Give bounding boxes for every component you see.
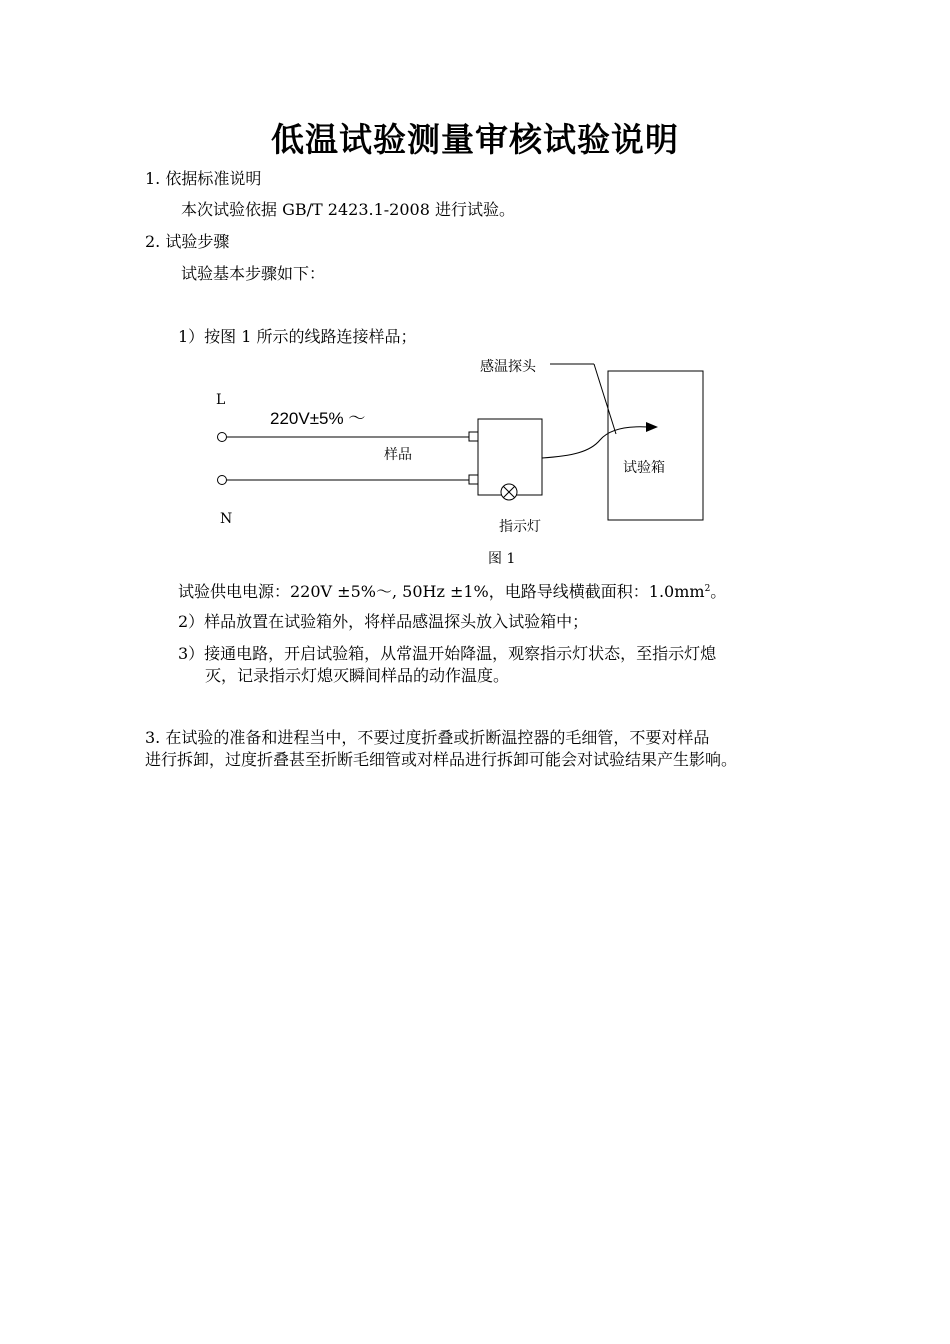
section3-line2: 进行拆卸，过度折叠甚至折断毛细管或对样品进行拆卸可能会对试验结果产生影响。 [145, 750, 738, 769]
step3-text-line1: 3）接通电路，开启试验箱，从常温开始降温，观察指示灯状态，至指示灯熄 [178, 644, 717, 663]
section2-intro: 试验基本步骤如下： [181, 264, 326, 283]
sample-connector-top [469, 432, 478, 441]
probe-leader-diagonal [594, 364, 616, 434]
power-spec [178, 578, 726, 603]
power-spec-text: 试验供电电源：220V ±5%～, 50Hz ±1%，电路导线横截面积：1.0mm [178, 582, 705, 601]
section1-heading: 1. 依据标准说明 [145, 169, 262, 188]
label-l: L [216, 392, 226, 408]
power-spec-end: 。 [710, 582, 727, 601]
probe-arrow-icon [646, 422, 658, 432]
test-chamber-box [608, 371, 703, 520]
section2-heading: 2. 试验步骤 [145, 232, 230, 251]
section3-line1: 3. 在试验的准备和进程当中，不要过度折叠或折断温控器的毛细管，不要对样品 [145, 728, 710, 747]
step1-text: 1）按图 1 所示的线路连接样品； [178, 327, 417, 346]
terminal-l [218, 433, 227, 442]
terminal-n [218, 476, 227, 485]
section1-body: 本次试验依据 GB/T 2423.1-2008 进行试验。 [181, 200, 515, 219]
label-chamber: 试验箱 [623, 460, 665, 476]
power-spec-superscript: 2 [704, 584, 711, 594]
label-lamp: 指示灯 [499, 519, 541, 535]
probe-capillary [542, 427, 648, 458]
step2-text: 2）样品放置在试验箱外，将样品感温探头放入试验箱中； [178, 612, 589, 631]
document-title: 低温试验测量审核试验说明 [271, 120, 679, 159]
label-n: N [220, 511, 233, 527]
step3-text-line2: 灭，记录指示灯熄灭瞬间样品的动作温度。 [205, 666, 510, 685]
label-probe: 感温探头 [480, 359, 536, 375]
figure-caption: 图 1 [488, 551, 516, 567]
label-sample: 样品 [384, 447, 412, 463]
label-voltage: 220V±5% ～ [270, 409, 366, 428]
sample-connector-bottom [469, 475, 478, 484]
